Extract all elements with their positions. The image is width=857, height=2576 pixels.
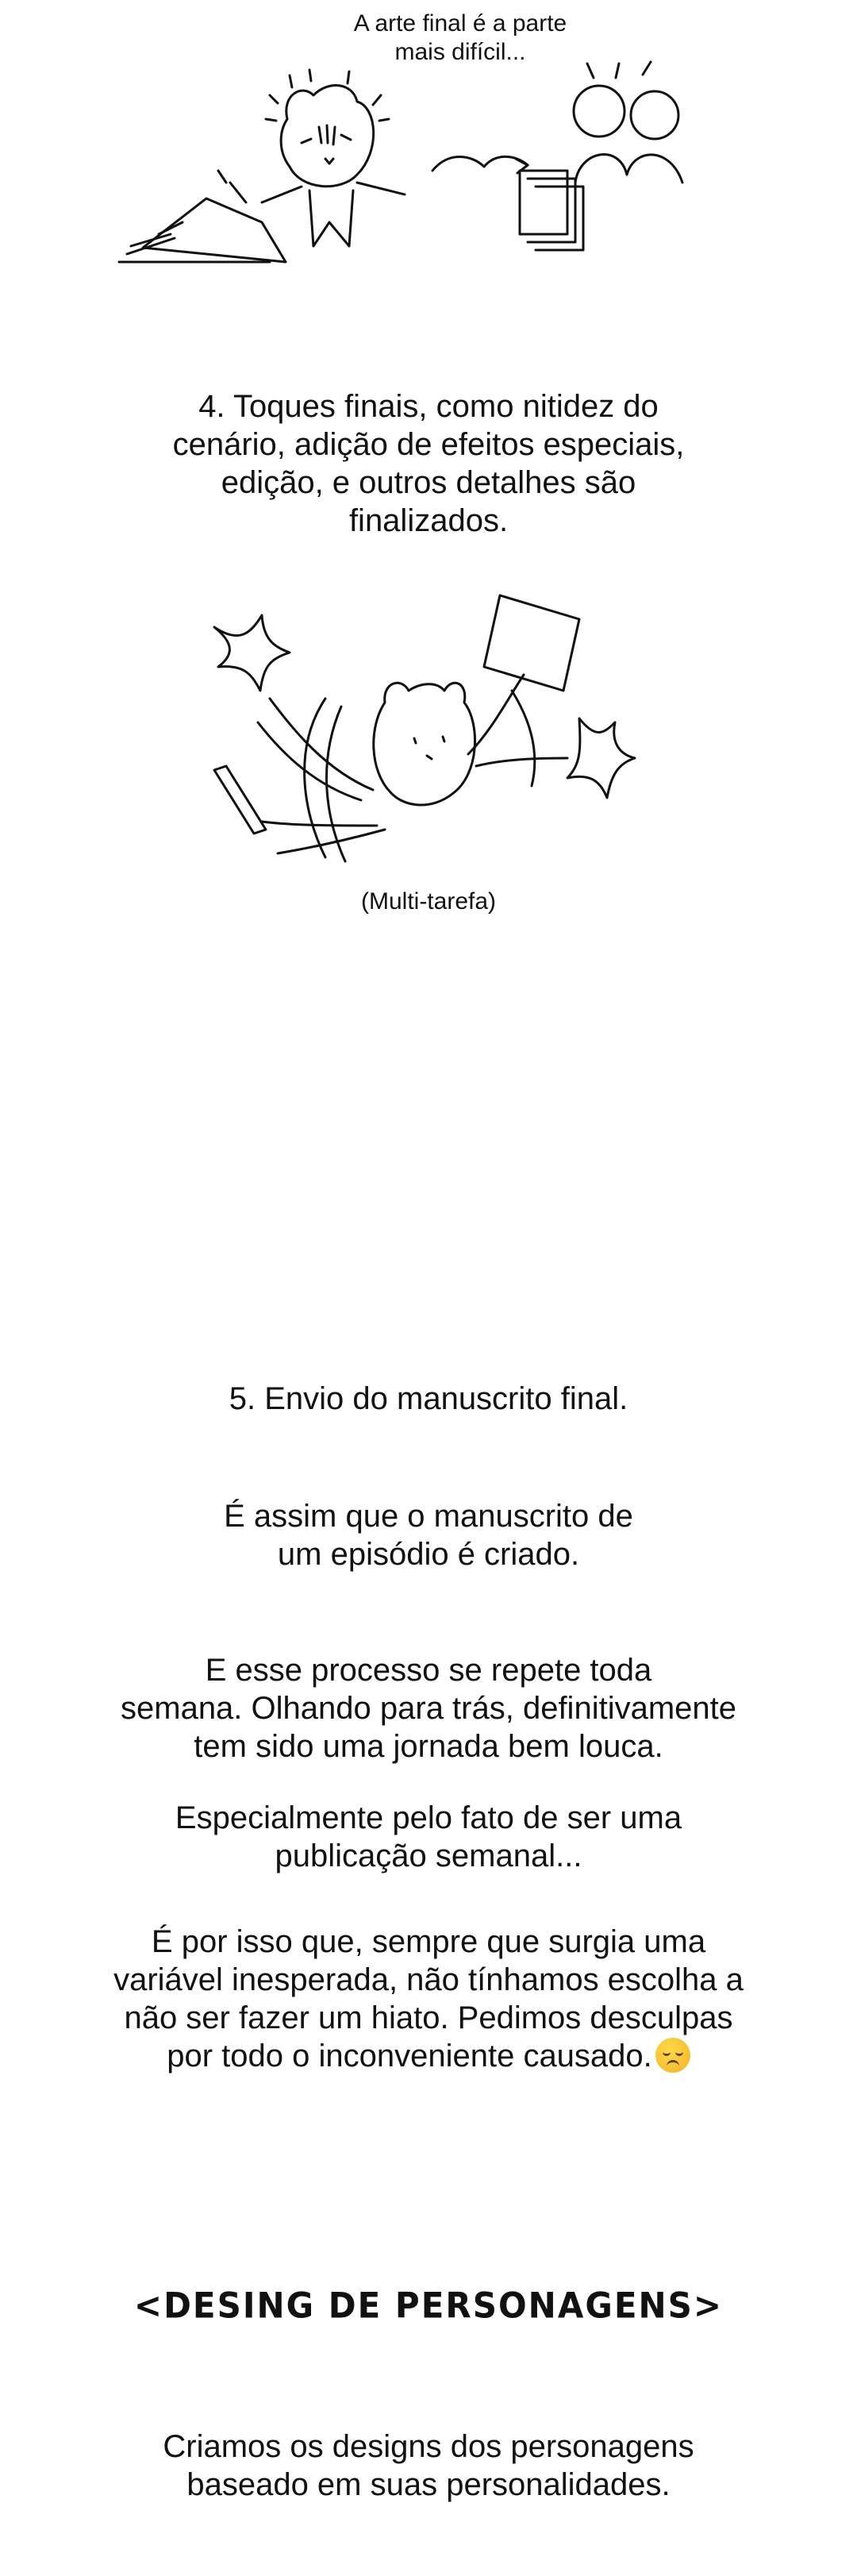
paragraph-episode-created: É assim que o manuscrito de um episódio é criado. (224, 1499, 633, 1572)
panel-caption-top: A arte final é a parte mais difícil... (353, 10, 567, 65)
paragraph-hiatus-apology (0, 1923, 857, 2075)
paragraph-hiatus-text: É por isso que, sempre que surgia uma variável inesperada, não tínhamos escolha a não ser fazer um hiato. Pedimos desculpas por todo o inconveniente causado. (113, 1924, 744, 2074)
paragraph-weekly-publication: Especialmente pelo fato de ser uma publicação semanal... (175, 1800, 682, 1873)
step4-text: 4. Toques finais, como nitidez do cenário, adição de efeitos especiais, edição, e outros detalhes são finalizados. (172, 389, 685, 538)
section-text: Criamos os designs dos personagens baseado em suas personalidades. (163, 2429, 694, 2502)
multitask-cat-illustration (206, 587, 667, 873)
multitask-caption: (Multi-tarefa) (360, 888, 497, 914)
paragraph-weekly-process: E esse processo se repete toda semana. Olhando para trás, definitivamente tem sido uma jornada bem louca. (121, 1653, 736, 1764)
disappointed-face-icon (655, 2038, 690, 2073)
section-heading: <DESING DE PERSONAGENS> (133, 2285, 724, 2327)
cat-drawing-illustration (111, 64, 714, 270)
step5-text: 5. Envio do manuscrito final. (229, 1381, 628, 1416)
